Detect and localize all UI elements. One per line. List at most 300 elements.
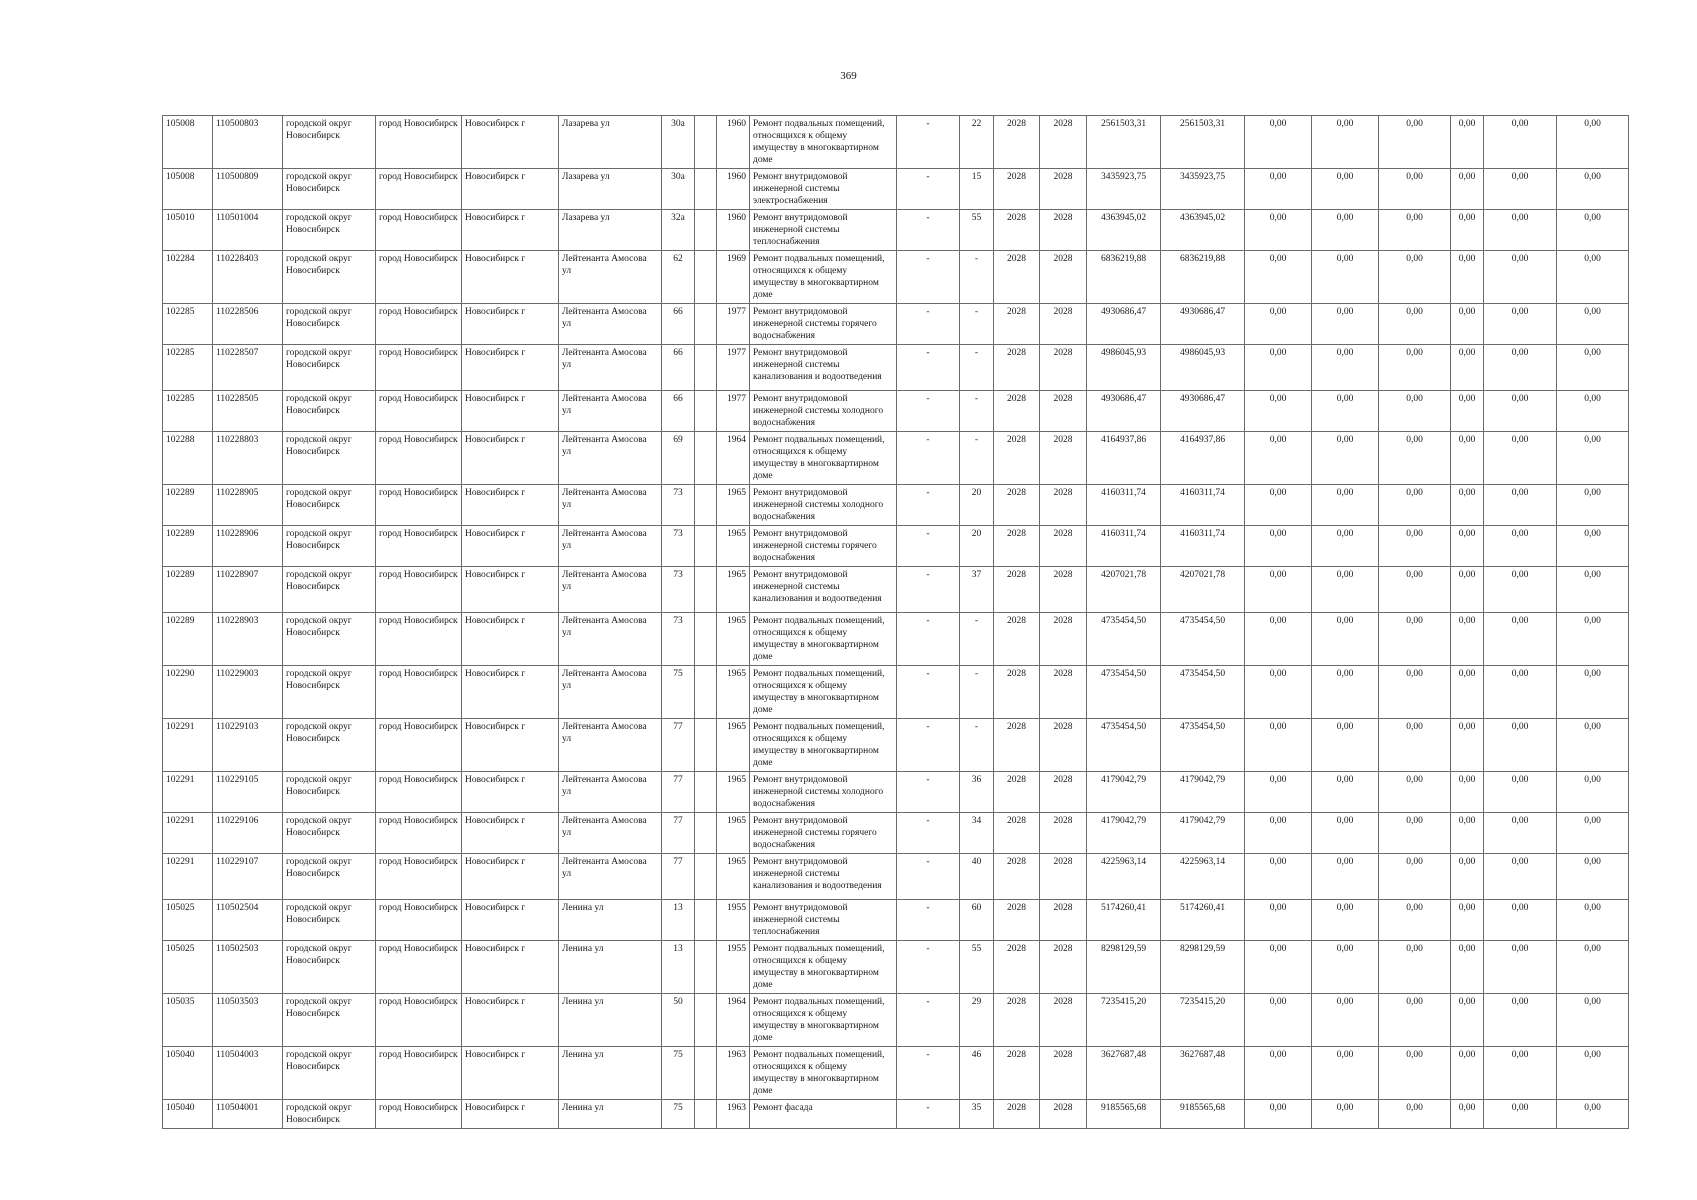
cell-year: 1964 xyxy=(717,432,750,485)
cell-blank xyxy=(695,432,717,485)
cell-year-end: 2028 xyxy=(1040,613,1087,666)
cell-street: Лейтенанта Амосова ул xyxy=(559,854,662,900)
cell-district: городской округ Новосибирск xyxy=(283,666,376,719)
cell-settlement: город Новосибирск xyxy=(376,666,462,719)
cell-value-5: 0,00 xyxy=(1484,666,1557,719)
cell-blank xyxy=(695,813,717,854)
cell-street: Ленина ул xyxy=(559,1047,662,1100)
cell-cost-fund: 4735454,50 xyxy=(1161,719,1245,772)
cell-dash: - xyxy=(897,1100,960,1129)
cell-settlement: город Новосибирск xyxy=(376,116,462,169)
cell-value-4: 0,00 xyxy=(1451,854,1484,900)
cell-code: 110229106 xyxy=(213,813,283,854)
cell-quantity: - xyxy=(960,391,994,432)
cell-year-end: 2028 xyxy=(1040,304,1087,345)
cell-value-1: 0,00 xyxy=(1245,485,1312,526)
cell-value-6: 0,00 xyxy=(1557,251,1629,304)
cell-value-5: 0,00 xyxy=(1484,941,1557,994)
cell-house: 75 xyxy=(662,1047,695,1100)
cell-value-2: 0,00 xyxy=(1312,391,1379,432)
cell-cost-fund: 9185565,68 xyxy=(1161,1100,1245,1129)
cell-value-6: 0,00 xyxy=(1557,1047,1629,1100)
cell-value-3: 0,00 xyxy=(1379,432,1451,485)
cell-house: 66 xyxy=(662,304,695,345)
cell-quantity: - xyxy=(960,432,994,485)
cell-value-4: 0,00 xyxy=(1451,345,1484,391)
cell-id: 102289 xyxy=(163,485,213,526)
table-body xyxy=(163,116,1629,1129)
cell-value-6: 0,00 xyxy=(1557,813,1629,854)
cell-id: 105025 xyxy=(163,941,213,994)
cell-street: Лейтенанта Амосова ул xyxy=(559,304,662,345)
cell-settlement: город Новосибирск xyxy=(376,251,462,304)
cell-blank xyxy=(695,854,717,900)
cell-district: городской округ Новосибирск xyxy=(283,567,376,613)
cell-year-end: 2028 xyxy=(1040,485,1087,526)
cell-city: Новосибирск г xyxy=(462,854,559,900)
cell-id: 102285 xyxy=(163,391,213,432)
cell-value-5: 0,00 xyxy=(1484,485,1557,526)
cell-value-2: 0,00 xyxy=(1312,772,1379,813)
cell-street: Лазарева ул xyxy=(559,116,662,169)
cell-house: 50 xyxy=(662,994,695,1047)
cell-code: 110504001 xyxy=(213,1100,283,1129)
cell-id: 102288 xyxy=(163,432,213,485)
cell-id: 105025 xyxy=(163,900,213,941)
cell-value-4: 0,00 xyxy=(1451,719,1484,772)
cell-year-end: 2028 xyxy=(1040,666,1087,719)
cell-street: Лейтенанта Амосова ул xyxy=(559,432,662,485)
cell-year: 1965 xyxy=(717,567,750,613)
cell-value-4: 0,00 xyxy=(1451,251,1484,304)
cell-year-end: 2028 xyxy=(1040,854,1087,900)
cell-year-end: 2028 xyxy=(1040,391,1087,432)
table-row xyxy=(163,1047,1629,1100)
cell-work-type: Ремонт внутридомовой инженерной системы канализования и водоотведения xyxy=(750,567,897,613)
cell-value-4: 0,00 xyxy=(1451,210,1484,251)
cell-work-type: Ремонт внутридомовой инженерной системы холодного водоснабжения xyxy=(750,485,897,526)
cell-street: Лейтенанта Амосова ул xyxy=(559,345,662,391)
cell-cost-fund: 4160311,74 xyxy=(1161,485,1245,526)
cell-value-3: 0,00 xyxy=(1379,813,1451,854)
cell-district: городской округ Новосибирск xyxy=(283,994,376,1047)
cell-value-2: 0,00 xyxy=(1312,210,1379,251)
cell-city: Новосибирск г xyxy=(462,345,559,391)
cell-cost-total: 4735454,50 xyxy=(1087,613,1161,666)
cell-house: 30а xyxy=(662,169,695,210)
cell-value-6: 0,00 xyxy=(1557,900,1629,941)
cell-value-6: 0,00 xyxy=(1557,391,1629,432)
cell-quantity: 15 xyxy=(960,169,994,210)
cell-value-2: 0,00 xyxy=(1312,613,1379,666)
cell-value-3: 0,00 xyxy=(1379,994,1451,1047)
cell-street: Лейтенанта Амосова ул xyxy=(559,526,662,567)
cell-year-start: 2028 xyxy=(994,994,1040,1047)
table-row xyxy=(163,304,1629,345)
cell-quantity: - xyxy=(960,719,994,772)
cell-cost-total: 6836219,88 xyxy=(1087,251,1161,304)
cell-cost-fund: 4735454,50 xyxy=(1161,613,1245,666)
cell-value-1: 0,00 xyxy=(1245,666,1312,719)
cell-value-1: 0,00 xyxy=(1245,169,1312,210)
cell-value-5: 0,00 xyxy=(1484,169,1557,210)
cell-year: 1977 xyxy=(717,345,750,391)
cell-work-type: Ремонт подвальных помещений, относящихся к общему имуществу в многоквартирном доме xyxy=(750,994,897,1047)
cell-district: городской округ Новосибирск xyxy=(283,719,376,772)
cell-city: Новосибирск г xyxy=(462,567,559,613)
cell-value-2: 0,00 xyxy=(1312,169,1379,210)
cell-district: городской округ Новосибирск xyxy=(283,251,376,304)
cell-cost-total: 4179042,79 xyxy=(1087,772,1161,813)
cell-value-3: 0,00 xyxy=(1379,719,1451,772)
cell-year-end: 2028 xyxy=(1040,169,1087,210)
cell-dash: - xyxy=(897,900,960,941)
cell-cost-total: 3627687,48 xyxy=(1087,1047,1161,1100)
cell-work-type: Ремонт фасада xyxy=(750,1100,897,1129)
table-row xyxy=(163,613,1629,666)
cell-year: 1965 xyxy=(717,772,750,813)
cell-city: Новосибирск г xyxy=(462,941,559,994)
cell-value-2: 0,00 xyxy=(1312,432,1379,485)
cell-value-4: 0,00 xyxy=(1451,526,1484,567)
cell-house: 75 xyxy=(662,1100,695,1129)
cell-house: 73 xyxy=(662,613,695,666)
cell-dash: - xyxy=(897,210,960,251)
cell-settlement: город Новосибирск xyxy=(376,813,462,854)
cell-value-2: 0,00 xyxy=(1312,1100,1379,1129)
table-row xyxy=(163,567,1629,613)
cell-dash: - xyxy=(897,1047,960,1100)
cell-year: 1963 xyxy=(717,1047,750,1100)
cell-value-5: 0,00 xyxy=(1484,813,1557,854)
cell-dash: - xyxy=(897,526,960,567)
cell-work-type: Ремонт внутридомовой инженерной системы электроснабжения xyxy=(750,169,897,210)
cell-year-start: 2028 xyxy=(994,567,1040,613)
cell-blank xyxy=(695,251,717,304)
cell-settlement: город Новосибирск xyxy=(376,719,462,772)
cell-district: городской округ Новосибирск xyxy=(283,941,376,994)
cell-value-4: 0,00 xyxy=(1451,941,1484,994)
cell-blank xyxy=(695,900,717,941)
cell-value-1: 0,00 xyxy=(1245,567,1312,613)
cell-year-start: 2028 xyxy=(994,772,1040,813)
cell-work-type: Ремонт подвальных помещений, относящихся к общему имуществу в многоквартирном доме xyxy=(750,251,897,304)
cell-code: 110228907 xyxy=(213,567,283,613)
cell-cost-total: 4160311,74 xyxy=(1087,526,1161,567)
cell-district: городской округ Новосибирск xyxy=(283,116,376,169)
cell-dash: - xyxy=(897,432,960,485)
cell-dash: - xyxy=(897,854,960,900)
cell-cost-total: 7235415,20 xyxy=(1087,994,1161,1047)
cell-house: 73 xyxy=(662,526,695,567)
cell-settlement: город Новосибирск xyxy=(376,941,462,994)
cell-value-5: 0,00 xyxy=(1484,432,1557,485)
cell-quantity: 34 xyxy=(960,813,994,854)
cell-year-start: 2028 xyxy=(994,719,1040,772)
cell-cost-fund: 6836219,88 xyxy=(1161,251,1245,304)
cell-settlement: город Новосибирск xyxy=(376,169,462,210)
cell-year-start: 2028 xyxy=(994,941,1040,994)
cell-district: городской округ Новосибирск xyxy=(283,432,376,485)
table-row xyxy=(163,666,1629,719)
cell-value-3: 0,00 xyxy=(1379,900,1451,941)
cell-settlement: город Новосибирск xyxy=(376,900,462,941)
cell-value-2: 0,00 xyxy=(1312,994,1379,1047)
cell-value-5: 0,00 xyxy=(1484,613,1557,666)
cell-value-6: 0,00 xyxy=(1557,854,1629,900)
cell-year-end: 2028 xyxy=(1040,719,1087,772)
cell-year: 1965 xyxy=(717,813,750,854)
cell-value-6: 0,00 xyxy=(1557,304,1629,345)
cell-year: 1965 xyxy=(717,526,750,567)
cell-blank xyxy=(695,345,717,391)
cell-year-end: 2028 xyxy=(1040,994,1087,1047)
cell-blank xyxy=(695,994,717,1047)
table-row xyxy=(163,813,1629,854)
cell-value-1: 0,00 xyxy=(1245,1047,1312,1100)
cell-house: 73 xyxy=(662,567,695,613)
cell-city: Новосибирск г xyxy=(462,1100,559,1129)
cell-work-type: Ремонт подвальных помещений, относящихся к общему имуществу в многоквартирном доме xyxy=(750,613,897,666)
cell-cost-total: 5174260,41 xyxy=(1087,900,1161,941)
cell-settlement: город Новосибирск xyxy=(376,210,462,251)
cell-quantity: 46 xyxy=(960,1047,994,1100)
cell-value-3: 0,00 xyxy=(1379,116,1451,169)
cell-year-start: 2028 xyxy=(994,900,1040,941)
cell-blank xyxy=(695,485,717,526)
cell-cost-fund: 8298129,59 xyxy=(1161,941,1245,994)
cell-quantity: 60 xyxy=(960,900,994,941)
cell-cost-total: 4160311,74 xyxy=(1087,485,1161,526)
cell-id: 102290 xyxy=(163,666,213,719)
cell-cost-total: 4735454,50 xyxy=(1087,666,1161,719)
cell-value-1: 0,00 xyxy=(1245,304,1312,345)
cell-settlement: город Новосибирск xyxy=(376,613,462,666)
cell-year-start: 2028 xyxy=(994,345,1040,391)
cell-code: 110503503 xyxy=(213,994,283,1047)
cell-city: Новосибирск г xyxy=(462,169,559,210)
cell-value-3: 0,00 xyxy=(1379,1047,1451,1100)
cell-city: Новосибирск г xyxy=(462,613,559,666)
cell-value-6: 0,00 xyxy=(1557,994,1629,1047)
cell-value-2: 0,00 xyxy=(1312,345,1379,391)
cell-city: Новосибирск г xyxy=(462,391,559,432)
cell-year-end: 2028 xyxy=(1040,1047,1087,1100)
cell-year-start: 2028 xyxy=(994,666,1040,719)
cell-year-start: 2028 xyxy=(994,169,1040,210)
cell-house: 13 xyxy=(662,941,695,994)
cell-quantity: 29 xyxy=(960,994,994,1047)
cell-cost-fund: 4930686,47 xyxy=(1161,391,1245,432)
cell-house: 30а xyxy=(662,116,695,169)
cell-blank xyxy=(695,304,717,345)
cell-year: 1963 xyxy=(717,1100,750,1129)
cell-year-end: 2028 xyxy=(1040,251,1087,304)
cell-value-6: 0,00 xyxy=(1557,719,1629,772)
cell-value-4: 0,00 xyxy=(1451,567,1484,613)
cell-dash: - xyxy=(897,941,960,994)
cell-district: городской округ Новосибирск xyxy=(283,900,376,941)
cell-blank xyxy=(695,772,717,813)
table-row xyxy=(163,391,1629,432)
cell-city: Новосибирск г xyxy=(462,772,559,813)
cell-year: 1969 xyxy=(717,251,750,304)
cell-value-1: 0,00 xyxy=(1245,432,1312,485)
cell-blank xyxy=(695,210,717,251)
cell-blank xyxy=(695,1100,717,1129)
cell-quantity: - xyxy=(960,345,994,391)
cell-value-6: 0,00 xyxy=(1557,345,1629,391)
cell-settlement: город Новосибирск xyxy=(376,1100,462,1129)
cell-value-6: 0,00 xyxy=(1557,116,1629,169)
cell-year-end: 2028 xyxy=(1040,567,1087,613)
cell-cost-fund: 7235415,20 xyxy=(1161,994,1245,1047)
cell-value-3: 0,00 xyxy=(1379,304,1451,345)
cell-house: 32а xyxy=(662,210,695,251)
cell-blank xyxy=(695,941,717,994)
cell-cost-total: 4164937,86 xyxy=(1087,432,1161,485)
cell-cost-fund: 4735454,50 xyxy=(1161,666,1245,719)
cell-street: Лейтенанта Амосова ул xyxy=(559,485,662,526)
cell-city: Новосибирск г xyxy=(462,304,559,345)
cell-cost-fund: 4179042,79 xyxy=(1161,772,1245,813)
cell-value-2: 0,00 xyxy=(1312,526,1379,567)
cell-blank xyxy=(695,613,717,666)
cell-dash: - xyxy=(897,719,960,772)
cell-work-type: Ремонт внутридомовой инженерной системы холодного водоснабжения xyxy=(750,772,897,813)
page-number: 369 xyxy=(840,70,857,82)
table-row xyxy=(163,941,1629,994)
cell-value-5: 0,00 xyxy=(1484,391,1557,432)
cell-year-end: 2028 xyxy=(1040,772,1087,813)
cell-value-6: 0,00 xyxy=(1557,613,1629,666)
cell-city: Новосибирск г xyxy=(462,485,559,526)
cell-id: 105010 xyxy=(163,210,213,251)
cell-value-2: 0,00 xyxy=(1312,900,1379,941)
cell-value-6: 0,00 xyxy=(1557,567,1629,613)
cell-code: 110228403 xyxy=(213,251,283,304)
cell-value-5: 0,00 xyxy=(1484,345,1557,391)
cell-value-3: 0,00 xyxy=(1379,772,1451,813)
table-row xyxy=(163,116,1629,169)
cell-quantity: - xyxy=(960,613,994,666)
cell-house: 62 xyxy=(662,251,695,304)
cell-value-5: 0,00 xyxy=(1484,719,1557,772)
cell-dash: - xyxy=(897,345,960,391)
cell-house: 77 xyxy=(662,719,695,772)
cell-year: 1977 xyxy=(717,391,750,432)
cell-blank xyxy=(695,1047,717,1100)
cell-value-2: 0,00 xyxy=(1312,304,1379,345)
cell-settlement: город Новосибирск xyxy=(376,304,462,345)
cell-code: 110228507 xyxy=(213,345,283,391)
cell-value-1: 0,00 xyxy=(1245,813,1312,854)
cell-district: городской округ Новосибирск xyxy=(283,210,376,251)
cell-house: 77 xyxy=(662,772,695,813)
cell-year: 1964 xyxy=(717,994,750,1047)
cell-value-3: 0,00 xyxy=(1379,251,1451,304)
cell-cost-total: 9185565,68 xyxy=(1087,1100,1161,1129)
cell-year-start: 2028 xyxy=(994,1100,1040,1129)
cell-city: Новосибирск г xyxy=(462,900,559,941)
cell-cost-fund: 4363945,02 xyxy=(1161,210,1245,251)
cell-id: 105035 xyxy=(163,994,213,1047)
cell-value-5: 0,00 xyxy=(1484,854,1557,900)
cell-street: Лейтенанта Амосова ул xyxy=(559,613,662,666)
cell-work-type: Ремонт внутридомовой инженерной системы горячего водоснабжения xyxy=(750,304,897,345)
cell-id: 102289 xyxy=(163,567,213,613)
cell-cost-total: 3435923,75 xyxy=(1087,169,1161,210)
cell-value-1: 0,00 xyxy=(1245,854,1312,900)
cell-id: 102291 xyxy=(163,813,213,854)
cell-work-type: Ремонт подвальных помещений, относящихся к общему имуществу в многоквартирном доме xyxy=(750,666,897,719)
cell-value-2: 0,00 xyxy=(1312,251,1379,304)
cell-value-4: 0,00 xyxy=(1451,613,1484,666)
cell-value-4: 0,00 xyxy=(1451,116,1484,169)
cell-blank xyxy=(695,391,717,432)
cell-work-type: Ремонт внутридомовой инженерной системы канализования и водоотведения xyxy=(750,345,897,391)
cell-value-6: 0,00 xyxy=(1557,526,1629,567)
cell-cost-fund: 2561503,31 xyxy=(1161,116,1245,169)
cell-settlement: город Новосибирск xyxy=(376,526,462,567)
cell-street: Ленина ул xyxy=(559,900,662,941)
cell-id: 102284 xyxy=(163,251,213,304)
cell-cost-total: 4225963,14 xyxy=(1087,854,1161,900)
cell-cost-fund: 4164937,86 xyxy=(1161,432,1245,485)
cell-settlement: город Новосибирск xyxy=(376,854,462,900)
cell-settlement: город Новосибирск xyxy=(376,485,462,526)
cell-street: Лейтенанта Амосова ул xyxy=(559,719,662,772)
cell-value-5: 0,00 xyxy=(1484,1047,1557,1100)
cell-value-3: 0,00 xyxy=(1379,345,1451,391)
cell-street: Лейтенанта Амосова ул xyxy=(559,813,662,854)
cell-value-6: 0,00 xyxy=(1557,1100,1629,1129)
cell-value-2: 0,00 xyxy=(1312,116,1379,169)
cell-district: городской округ Новосибирск xyxy=(283,169,376,210)
cell-id: 102285 xyxy=(163,345,213,391)
table-row xyxy=(163,432,1629,485)
cell-code: 110502503 xyxy=(213,941,283,994)
cell-house: 73 xyxy=(662,485,695,526)
cell-year-start: 2028 xyxy=(994,813,1040,854)
cell-value-3: 0,00 xyxy=(1379,391,1451,432)
cell-value-3: 0,00 xyxy=(1379,210,1451,251)
cell-value-1: 0,00 xyxy=(1245,613,1312,666)
cell-district: городской округ Новосибирск xyxy=(283,391,376,432)
cell-district: городской округ Новосибирск xyxy=(283,1100,376,1129)
cell-value-3: 0,00 xyxy=(1379,169,1451,210)
cell-street: Ленина ул xyxy=(559,994,662,1047)
cell-quantity: 55 xyxy=(960,210,994,251)
cell-quantity: - xyxy=(960,666,994,719)
cell-id: 105040 xyxy=(163,1047,213,1100)
cell-value-5: 0,00 xyxy=(1484,304,1557,345)
cell-year-start: 2028 xyxy=(994,1047,1040,1100)
cell-district: городской округ Новосибирск xyxy=(283,1047,376,1100)
cell-cost-fund: 3627687,48 xyxy=(1161,1047,1245,1100)
cell-quantity: - xyxy=(960,304,994,345)
cell-settlement: город Новосибирск xyxy=(376,1047,462,1100)
cell-district: городской округ Новосибирск xyxy=(283,854,376,900)
cell-cost-fund: 4225963,14 xyxy=(1161,854,1245,900)
cell-house: 75 xyxy=(662,666,695,719)
cell-value-5: 0,00 xyxy=(1484,210,1557,251)
cell-value-5: 0,00 xyxy=(1484,116,1557,169)
table-row xyxy=(163,169,1629,210)
cell-value-5: 0,00 xyxy=(1484,900,1557,941)
cell-year-start: 2028 xyxy=(994,391,1040,432)
cell-dash: - xyxy=(897,485,960,526)
